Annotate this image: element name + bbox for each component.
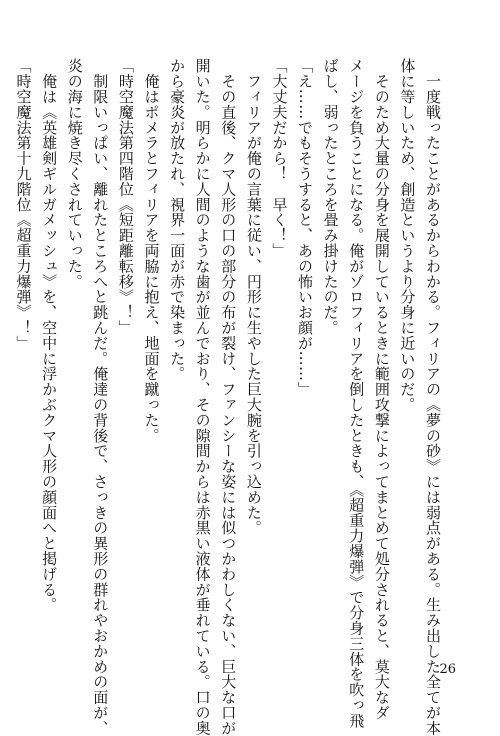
text-line: 俺は《英雄剣ギルガメッシュ》を、空中に浮かぶクマ人形の顔面へと掲げる。 — [40, 58, 59, 613]
body-text — [10, 58, 445, 736]
text-line: 体に等しいため、創造というより分身に近いのだ。 — [398, 58, 417, 413]
text-line: そのため大量の分身を展開しているときに範囲攻撃によってまとめて処分されると、莫大なダ — [372, 58, 391, 721]
dialogue-line: 「大丈夫だから！ 早く！」 — [270, 58, 289, 259]
text-line: ばし、弱ったところを畳み掛けたのだ。 — [321, 58, 340, 336]
text-line: 俺はポメラとフィリアを両脇に抱え、地面を蹴った。 — [142, 58, 161, 443]
dialogue-line: 「え……でもそうすると、あの怖いお顔が……」 — [296, 58, 315, 397]
text-line: 炎の海に焼き尽くされていった。 — [65, 58, 84, 289]
text-line: 制限いっぱい、離れたところへと跳んだ。俺達の背後で、さっきの異形の群れやおかめの面が、 — [91, 58, 110, 736]
text-line: フィリアが俺の言葉に従い、円形に生やした巨大腕を引っ込めた。 — [244, 58, 263, 536]
text-line: 開いた。明らかに人間のような歯が並んでおり、その隙間からは赤黒い液体が垂れている。口の奥 — [193, 58, 212, 736]
text-line: から豪炎が放たれ、視界一面が赤で染まった。 — [168, 58, 187, 382]
text-line: その直後、クマ人形の口の部分の布が裂け、ファンシーな姿には似つかわしくない、巨大な口が — [219, 58, 238, 736]
dialogue-line: 「時空魔法第十九階位《超重力爆弾》！」 — [14, 58, 33, 351]
dialogue-line: 「時空魔法第四階位《短距離転移》！」 — [116, 58, 135, 336]
text-line: メージを負うことになる。俺がゾロフィリアを倒したときも、《超重力爆弾》で分身三体を吹っ飛 — [347, 58, 366, 729]
page-number: 26 — [439, 662, 456, 677]
text-line: 一度戦ったことがあるからわかる。フィリアの《夢の砂》には弱点がある。生み出した全てが本 — [424, 58, 442, 736]
